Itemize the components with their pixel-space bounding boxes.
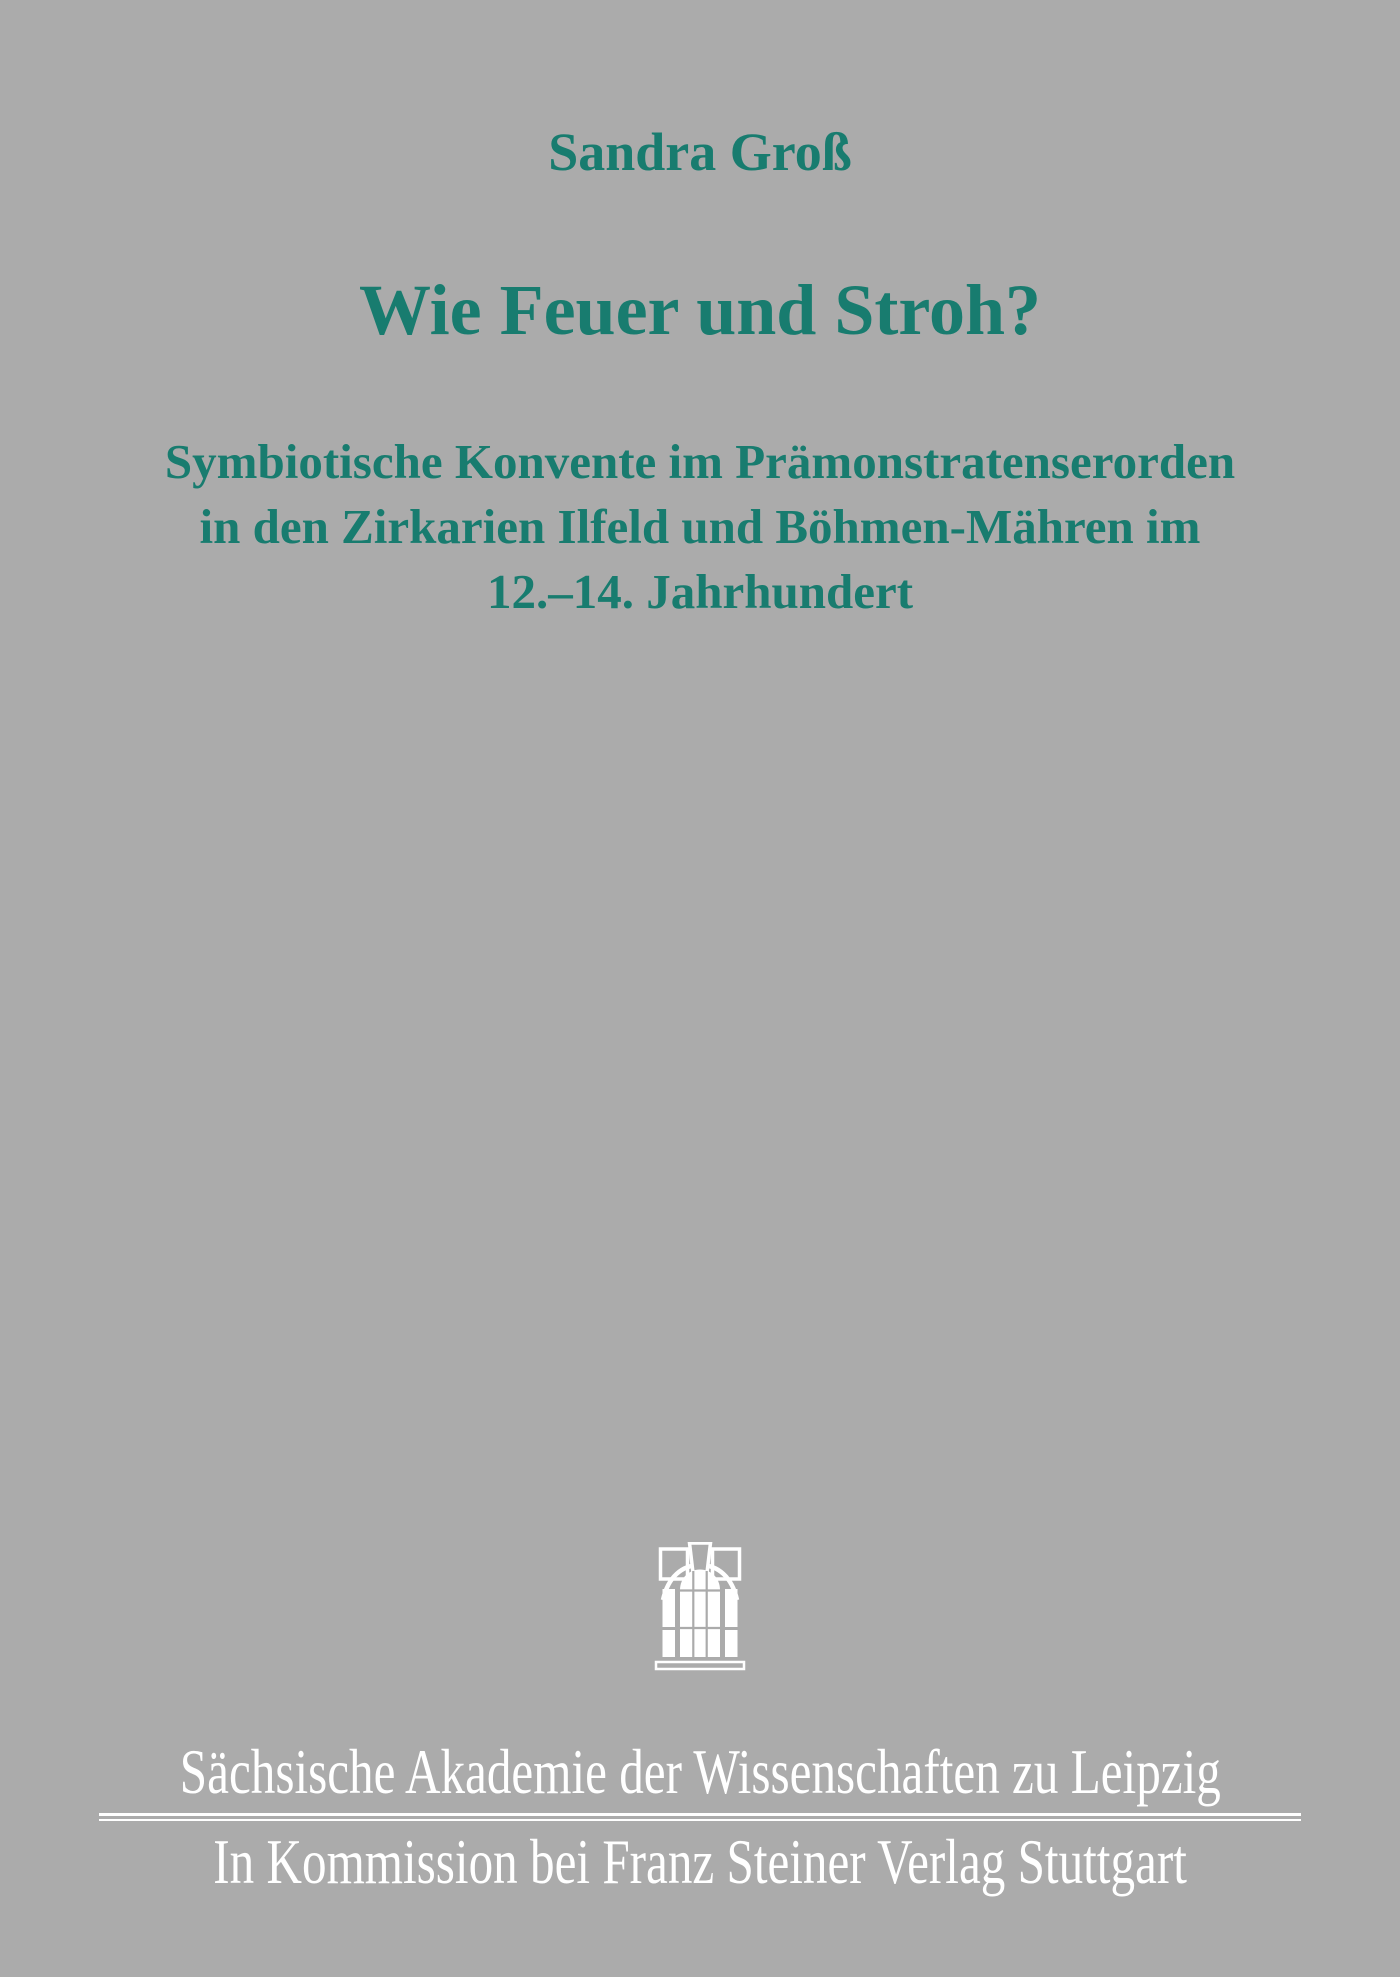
logo-left-pane-upper [663,1589,676,1627]
book-title: Wie Feuer und Stroh? [358,270,1042,350]
subtitle-line-2: in den Zirkarien Ilfeld und Böhmen-Mähren im [199,499,1201,554]
commission-imprint-text: In Kommission bei Franz Steiner Verlag Stuttgart [213,1827,1187,1897]
commission-imprint-line [0,1827,1400,1897]
subtitle-line-1: Symbiotische Konvente im Prämonstratenserorden [164,434,1236,489]
divider-line-bottom [99,1819,1301,1821]
book-subtitle [0,429,1400,624]
logo-sill [656,1662,744,1669]
subtitle-line-3: 12.–14. Jahrhundert [486,564,914,619]
logo-right-pane-lower [725,1630,738,1657]
academy-imprint-line [0,1737,1400,1807]
academy-imprint-text: Sächsische Akademie der Wissenschaften zu Leipzig [179,1737,1221,1807]
logo-central-window [680,1570,720,1658]
author-name: Sandra Groß [548,122,852,182]
academy-window-logo-icon [653,1542,747,1672]
logo-left-pane-lower [663,1630,676,1657]
logo-right-pane-upper [725,1589,738,1627]
footer-divider-rule [99,1813,1301,1821]
